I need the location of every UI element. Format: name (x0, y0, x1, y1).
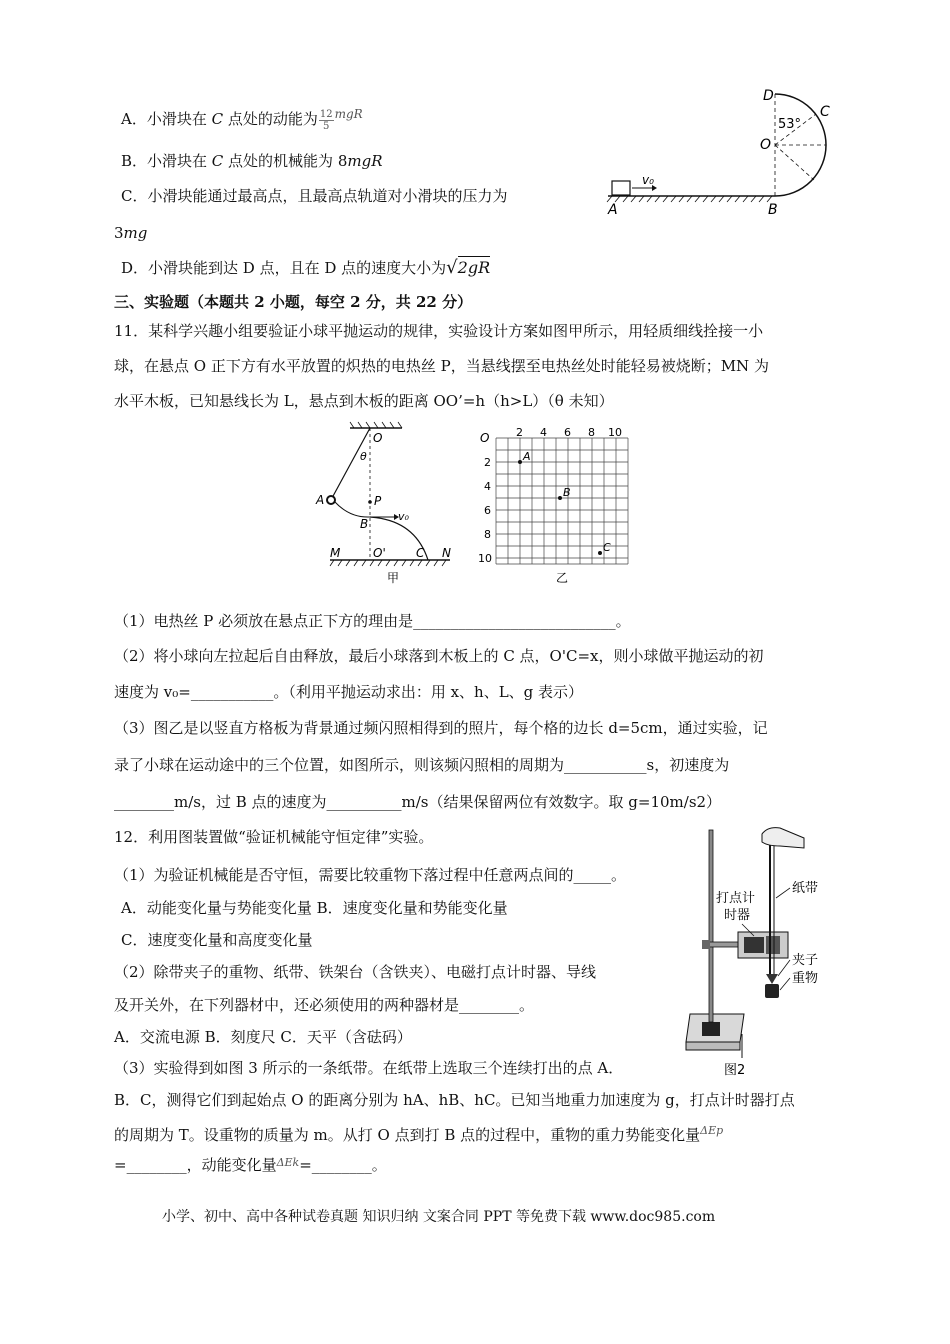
q11-part1: （1）电热丝 P 必须放在悬点正下方的理由是___________________________。 (114, 612, 631, 630)
grid-xtick: 2 (516, 426, 523, 439)
q10-option-c-line2: 3mg (114, 224, 148, 242)
q12-part3-line4: =________，动能变化量$^{\Delta Ek}$=________。 (114, 1156, 387, 1174)
q12-part3-line2: B．C，测得它们到起始点 O 的距离分别为 hA、hB、hC。已知当地重力加速度为 g，打点计时器打点 (114, 1091, 795, 1109)
fraction-12-5: $\frac{12}{5}$ (319, 108, 333, 132)
svg-text:打点计: 打点计 (716, 891, 756, 906)
q11-grid-figure (476, 424, 646, 588)
svg-text:B: B (563, 486, 571, 499)
slider-block (612, 181, 630, 195)
q11-part3-line1: （3）图乙是以竖直方格板为背景通过频闪照相得到的照片，每个格的边长 d=5cm，通过实验，记 (114, 719, 768, 737)
svg-text:M: M (330, 546, 341, 560)
point-b (558, 496, 562, 500)
svg-text:夹子: 夹子 (792, 953, 819, 968)
svg-text:B: B (768, 202, 778, 218)
point-a (518, 460, 522, 464)
q11-stem-line2: 球，在悬点 O 正下方有水平放置的炽热的电热丝 P，当悬线摆至电热丝处时能轻易被烧断；MN 为 (114, 357, 769, 375)
svg-text:D: D (763, 88, 774, 104)
q10-option-a: A．小滑块在 C 点处的动能为 $\frac{12}{5}$ $^{mgR}$ (121, 107, 363, 132)
q11-part3-line2: 录了小球在运动途中的三个位置，如图所示，则该频闪照相的周期为___________s，初速度为 (114, 756, 730, 774)
grid-xtick: 10 (608, 426, 622, 439)
grid-xtick: 4 (540, 426, 547, 439)
svg-text:v₀: v₀ (398, 510, 409, 523)
q12-part2-line1: （2）除带夹子的重物、纸带、铁架台（含铁夹）、电磁打点计时器、导线 (114, 963, 597, 981)
svg-text:C: C (820, 104, 830, 120)
svg-text:A: A (608, 202, 618, 218)
svg-text:A: A (523, 450, 531, 463)
page-footer: 小学、初中、高中各种试卷真题 知识归纳 文案合同 PPT 等免费下载 www.doc985.com (162, 1209, 716, 1225)
point-c (598, 551, 602, 555)
grid-ytick: 6 (484, 504, 491, 517)
svg-text:C: C (603, 541, 611, 554)
svg-text:53°: 53° (778, 117, 802, 132)
grid-ytick: 4 (484, 480, 491, 493)
grid-xtick: 6 (564, 426, 571, 439)
svg-text:θ: θ (360, 450, 367, 463)
q11-part2-line1: （2）将小球向左拉起后自由释放，最后小球落到木板上的 C 点，O'C=x，则小球做平抛运动的初 (114, 647, 764, 665)
q11-stem-line1: 11．某科学兴趣小组要验证小球平抛运动的规律，实验设计方案如图甲所示，用轻质细线拴接一小 (114, 322, 764, 340)
q12-part1-option-ab: A．动能变化量与势能变化量 B．速度变化量和势能变化量 (121, 899, 508, 917)
svg-text:O: O (760, 137, 772, 153)
pendulum-ball (327, 496, 335, 504)
section-3-heading: 三、实验题（本题共 2 小题，每空 2 分，共 22 分） (114, 293, 473, 311)
svg-text:N: N (442, 546, 451, 560)
q10-option-c-line1: C．小滑块能通过最高点，且最高点轨道对小滑块的压力为 (121, 187, 508, 205)
q12-part1-option-c: C．速度变化量和高度变化量 (121, 931, 313, 949)
svg-text:O': O' (373, 546, 386, 560)
grid-xtick: 8 (588, 426, 595, 439)
svg-text:P: P (374, 494, 382, 508)
svg-text:重物: 重物 (792, 971, 819, 986)
svg-text:O: O (373, 431, 383, 445)
svg-text:时器: 时器 (724, 908, 751, 923)
q12-stem: 12．利用图装置做“验证机械能守恒定律”实验。 (114, 828, 434, 846)
svg-text:v₀: v₀ (642, 173, 654, 187)
svg-text:B: B (360, 517, 369, 531)
svg-text:甲: 甲 (387, 571, 400, 585)
q12-part3-line1: （3）实验得到如图 3 所示的一条纸带。在纸带上选取三个连续打出的点 A． (114, 1059, 624, 1077)
grid-ytick: 8 (484, 528, 491, 541)
q11-stem-line3: 水平木板，已知悬线长为 L，悬点到木板的距离 OO’=h（h>L）（θ 未知） (114, 392, 614, 410)
q12-part1: （1）为验证机械能是否守恒，需要比较重物下落过程中任意两点间的_____。 (114, 866, 627, 884)
q12-part2-line2: 及开关外，在下列器材中，还必须使用的两种器材是________。 (114, 996, 535, 1014)
q10-option-d: D．小滑块能到达 D 点，且在 D 点的速度大小为√2gR (121, 257, 491, 278)
q11-pendulum-figure (310, 420, 470, 590)
svg-text:乙: 乙 (556, 571, 569, 585)
q12-part2-options: A．交流电源 B．刻度尺 C．天平（含砝码） (114, 1028, 412, 1046)
svg-text:A: A (316, 493, 325, 507)
q11-part3-line3: ________m/s，过 B 点的速度为__________m/s（结果保留两位有效数字。取 g=10m/s2） (114, 793, 722, 811)
grid-ytick: 10 (478, 552, 492, 565)
q10-track-figure (600, 84, 850, 224)
q12-part3-line3: 的周期为 T。设重物的质量为 m。从打 O 点到打 B 点的过程中，重物的重力势能变化量$^{\Delta Ep}$ (114, 1124, 724, 1144)
weight-block (765, 984, 779, 998)
svg-text:纸带: 纸带 (792, 881, 819, 896)
svg-text:C: C (416, 546, 425, 560)
q12-apparatus-figure (682, 824, 842, 1084)
svg-text:O: O (480, 431, 490, 445)
svg-text:图2: 图2 (724, 1063, 746, 1078)
q11-part2-line2: 速度为 v₀=___________。（利用平抛运动求出：用 x、h、L、g 表示） (114, 683, 584, 701)
q10-option-b: B．小滑块在 C 点处的机械能为 8mgR (121, 152, 383, 170)
grid-ytick: 2 (484, 456, 491, 469)
